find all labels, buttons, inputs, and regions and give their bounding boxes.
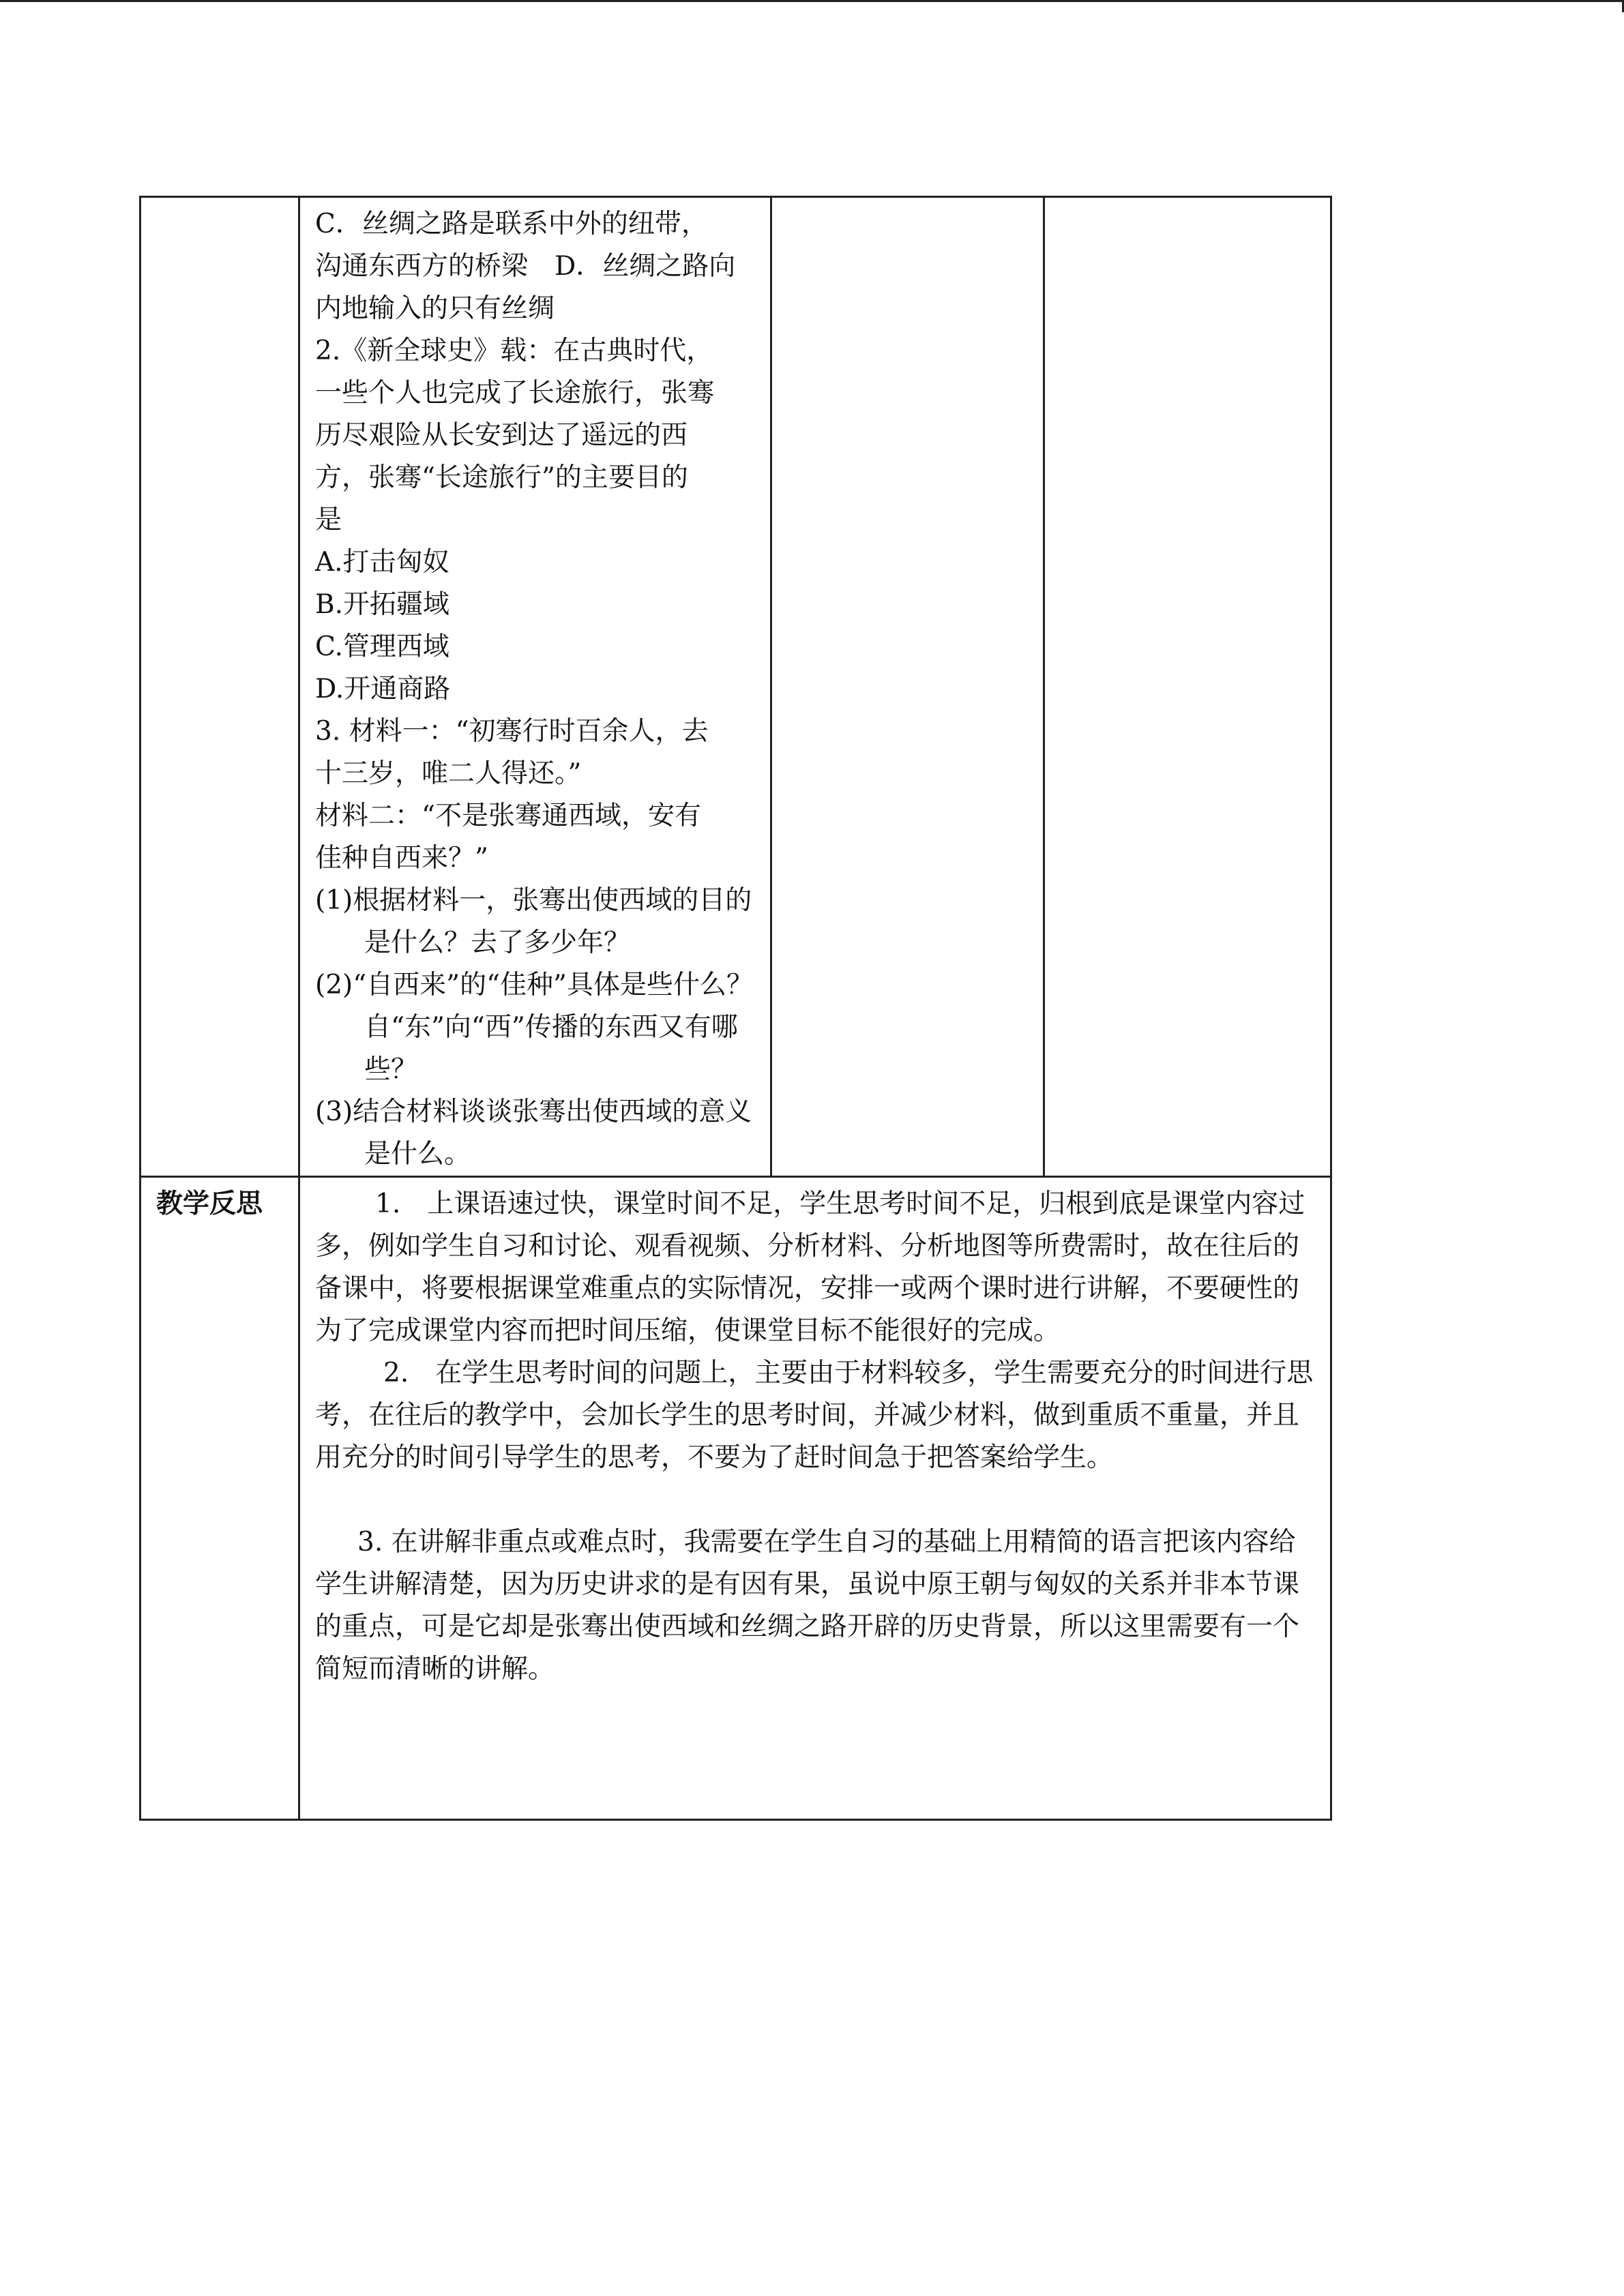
q3-subquestion: (3)结合材料谈谈张骞出使西域的意义是什么。 (315, 1097, 752, 1169)
reflection-text (300, 1178, 1330, 1690)
q3-line: 3. 材料一：“初骞行时百余人，去 (315, 716, 709, 747)
q2-line: 2.《新全球史》载：在古典时代， (315, 336, 713, 366)
empty-cell-4 (1044, 197, 1331, 1177)
q2-line: 历尽艰险从长安到达了遥远的西 (315, 420, 688, 451)
reflection-p2-rest: 行思考，在往后的教学中，会加长学生的思考时间，并减少材料，做到重质不重量，并且用充分的时间引导学生的思考，不要为了赶时间急于把答案给学生。 (315, 1358, 1314, 1473)
empty-cell-3 (771, 197, 1044, 1177)
q1-line: 内地输入的只有丝绸 (315, 293, 555, 324)
q2-line: 一些个人也完成了长途旅行，张骞 (315, 378, 715, 408)
q2-line: 方，张骞“长途旅行”的主要目的 (315, 462, 688, 493)
q3-subquestion: (1)根据材料一，张骞出使西域的目的是什么？去了多少年？ (315, 885, 752, 958)
reflection-p3-rest: 容给学生讲解清楚，因为历史讲求的是有因有果，虽说中原王朝与匈奴的关系并非本节课的重点，可是它却是张骞出使西域和丝绸之路开辟的历史背景，所以这里需要有一个简短而清晰的讲解。 (315, 1527, 1300, 1684)
empty-label-cell (141, 197, 299, 1177)
section-label: 教学反思 (156, 1189, 263, 1219)
q1-line: 沟通东西方的桥梁 D．丝绸之路向 (315, 251, 736, 282)
q2-option: C.管理西域 (315, 631, 449, 662)
q3-line: 材料二：“不是张骞通西域，安有 (315, 801, 701, 831)
q2-option: B.开拓疆域 (315, 589, 450, 620)
q2-line: 是 (315, 505, 342, 535)
reflection-p1-rest: 容过多，例如学生自习和讨论、观看视频、分析材料、分析地图等所费需时，故在往后的备课中，将要根据课堂难重点的实际情况，安排一或两个课时进行讲解，不要硬性的为了完成课堂内容而把时间压缩，使课堂目标不能很好的完成。 (315, 1189, 1305, 1346)
reflection-p2-first: 2. 在学生思考时间的问题上，主要由于材料较多，学生需要充分的时间进 (383, 1358, 1260, 1388)
lesson-plan-table (139, 196, 1332, 1821)
exercise-questions (300, 198, 770, 1176)
reflection-row (141, 1177, 1331, 1820)
reflection-p3-first: 3. 在讲解非重点或难点时，我需要在学生自习的基础上用精简的语言把该内 (357, 1527, 1243, 1557)
page-top-border (0, 0, 1624, 2)
reflection-paragraph-2 (315, 1352, 1320, 1479)
exercise-row (141, 197, 1331, 1177)
reflection-paragraph-1 (315, 1183, 1320, 1352)
reflection-paragraph-3 (315, 1521, 1320, 1690)
reflection-cell (299, 1177, 1331, 1820)
q3-line: 十三岁，唯二人得还。” (315, 758, 582, 789)
q2-option: A.打击匈奴 (315, 547, 449, 578)
q3-line: 佳种自西来？” (315, 843, 488, 874)
reflection-p1-first: 1. 上课语速过快，课堂时间不足，学生思考时间不足，归根到底是课堂内 (375, 1189, 1252, 1219)
reflection-label-cell (141, 1177, 299, 1820)
q3-subquestion: (2)“自西来”的“佳种”具体是些什么？自“东”向“西”传播的东西又有哪些？ (315, 970, 753, 1085)
q2-option: D.开通商路 (315, 674, 451, 704)
exercise-cell (299, 197, 771, 1177)
q1-line: C．丝绸之路是联系中外的纽带， (315, 209, 708, 239)
